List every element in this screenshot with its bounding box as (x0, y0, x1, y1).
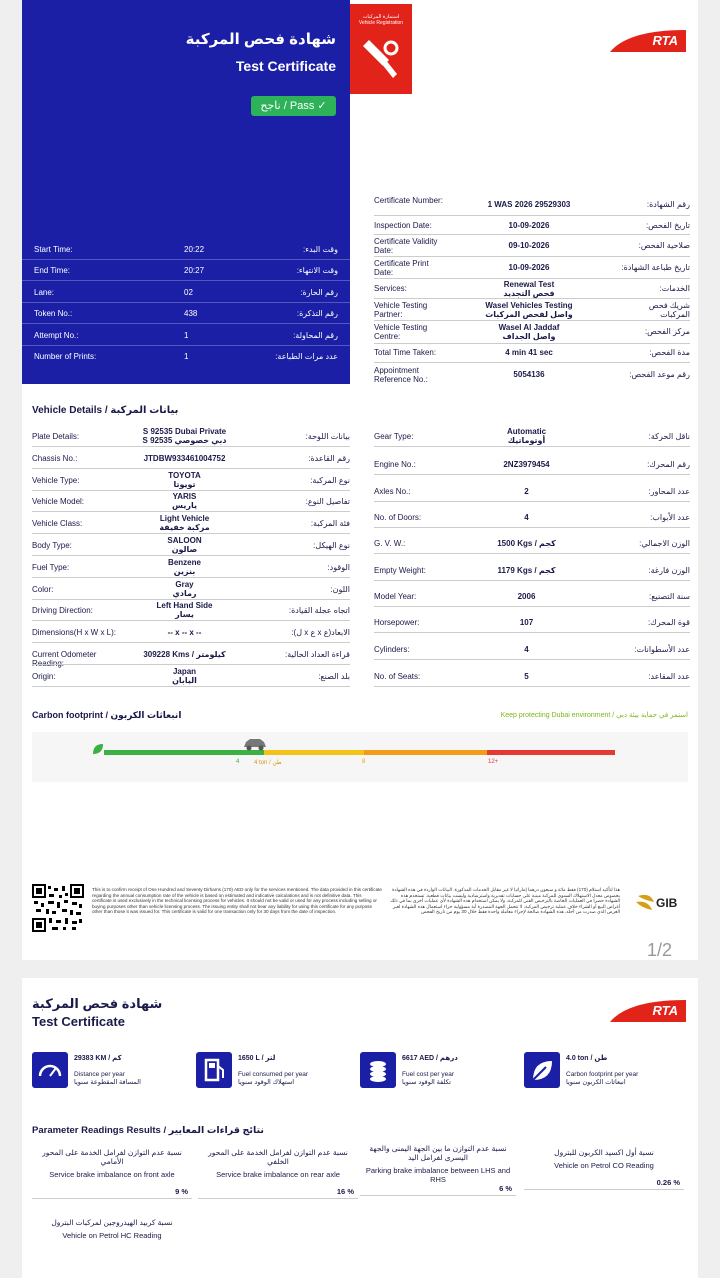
vehicle-right-row: Empty Weight: 1179 Kgs / كجم الوزن فارغة: (374, 564, 690, 584)
info-row-testing-partner: Vehicle Testing Partner: Wasel Vehicles Testing واصل لفحص المركبات شريك فحص المركبات (374, 301, 690, 319)
info-row-services: Services: Renewal Test فحص التجديد الخدمات: (374, 280, 690, 298)
parameter-readings-title: Parameter Readings Results / نتائج قراءات المعايير (32, 1125, 264, 1136)
carbon-tick-4: 4 (236, 759, 240, 765)
info-row-total-time: Total Time Taken: 4 min 41 sec مدة الفحص: (374, 348, 690, 368)
vehicle-right-row: Gear Type: Automatic أوتوماتيك ناقل الحركة: (374, 427, 690, 445)
carbon-slogan: Keep protecting Dubai environment / استمر في حماية بيئة دبي (500, 712, 688, 719)
rta-logo: RTA (608, 26, 688, 56)
vehicle-left-row: Driving Direction: Left Hand Side يسار اتجاه عجلة القيادة: (32, 601, 350, 619)
param-petrol-co-reading: نسبة أول اكسيد الكربون للبترول Vehicle on Petrol CO Reading 0.26 % (524, 1148, 684, 1190)
coins-icon (360, 1052, 396, 1088)
carbon-title: Carbon footprint / انبعاثات الكربون (32, 710, 182, 720)
vehicle-left-row: Vehicle Model: YARIS ياريس تفاصيل النوع: (32, 492, 350, 510)
key-icon (361, 34, 401, 82)
info-row-inspection-date: Inspection Date: 10-09-2026 تاريخ الفحص: (374, 220, 690, 242)
info-row-appointment-ref: Appointment Reference No.: 5054136 رقم موعد الفحص: (374, 366, 690, 384)
title-arabic: شهادة فحص المركبة (185, 31, 336, 48)
vehicle-left-row: Chassis No.: JTDBW933461004752 رقم القاعدة: (32, 452, 350, 472)
info-row-certificate-number: Certificate Number: 1 WAS 2026 29529303 رقم الشهادة: (374, 196, 690, 218)
speedometer-icon (32, 1052, 68, 1088)
stat-fuel-consumed: 1650 L / لتر Fuel consumed per year استهلاك الوقود سنويا (196, 1052, 356, 1088)
qr-code (32, 884, 84, 932)
vehicle-left-row: Origin: Japan اليابان بلد الصنع: (32, 667, 350, 685)
carbon-bar-green (104, 750, 264, 755)
vehicle-right-row: No. of Seats: 5 عدد المقاعد: (374, 670, 690, 690)
page2-title-english: Test Certificate (32, 1014, 125, 1029)
header-panel: شهادة فحص المركبة Test Certificate ناجح / Pass ✓ Start Time: 20:22 وقت البدء: End Time: 20:27 وقت الانتهاء: Lane: 02 رقم الحارة: Token No.: 438 رقم التذكرة: Attempt No.: 1 رقم المحاولة: Number of Prints: 1 عدد مرات الطباعة: (22, 0, 350, 384)
param-parking-brake-imbalance: نسبة عدم التوازن ما بين الجهة اليمنى والجهة اليسرى لفرامل اليد Parking brake imbalance between LHS and RHS 6 % (360, 1144, 516, 1196)
certificate-page-1 (22, 0, 698, 960)
vehicle-left-row: Body Type: SALOON صالون نوع الهيكل: (32, 536, 350, 554)
vehicle-left-row: Plate Details: S 92535 Dubai Private S 92535 دبي خصوصي بيانات اللوحة: (32, 427, 350, 445)
info-row-testing-centre: Vehicle Testing Centre: Wasel Al Jaddaf واصل الجداف مركز الفحص: (374, 323, 690, 345)
vehicle-right-row: G. V. W.: 1500 Kgs / كجم الوزن الاجمالي: (374, 537, 690, 557)
param-rear-axle-imbalance: نسبة عدم التوازن لفرامل الخدمة على المحور الخلفي Service brake imbalance on rear axle 16 % (198, 1148, 358, 1199)
vehicle-details-title: Vehicle Details / بيانات المركبة (32, 405, 179, 416)
info-row-validity-date: Certificate Validity Date: 09-10-2026 صلاحية الفحص: (374, 237, 690, 255)
vehicle-right-row: No. of Doors: 4 عدد الأبواب: (374, 511, 690, 531)
carbon-tick-current: 4 ton / طن (254, 760, 282, 766)
carbon-bar-orange (364, 750, 487, 755)
param-front-axle-imbalance: نسبة عدم التوازن لفرامل الخدمة على المحور الأمامي Service brake imbalance on front axle 9 % (32, 1148, 192, 1199)
carbon-scale-band (32, 732, 688, 782)
carbon-bar-red (487, 750, 615, 755)
carbon-tick-8: 8 (362, 759, 366, 765)
stat-fuel-cost: 6617 AED / درهم Fuel cost per year تكلفة الوقود سنويا (360, 1052, 520, 1088)
vehicle-right-row: Cylinders: 4 عدد الأسطوانات: (374, 643, 690, 663)
pass-badge: ناجح / Pass ✓ (251, 96, 336, 116)
vehicle-left-row: Vehicle Type: TOYOTA تويوتا نوع المركبة: (32, 471, 350, 489)
page-number: 1/2 (646, 940, 672, 960)
param-petrol-hc-reading: نسبة كربيد الهيدروجين لمركبات البترول Vehicle on Petrol HC Reading (51, 1218, 173, 1240)
gib-logo: GIB (634, 892, 686, 918)
vehicle-left-row: Fuel Type: Benzene بنزين الوقود: (32, 558, 350, 576)
title-english: Test Certificate (235, 58, 336, 74)
car-icon (242, 737, 268, 751)
vehicle-right-row: Horsepower: 107 قوة المحرك: (374, 616, 690, 636)
info-row-print-date: Certificate Print Date: 10-09-2026 تاريخ طباعة الشهادة: (374, 259, 690, 277)
page2-rta-logo: RTA (608, 996, 688, 1026)
vehicle-left-row: Current Odometer Reading: 309228 Kms / كيلومتر قراءة العداد الحالية: (32, 650, 350, 668)
disclaimer-english: This is to confirm receipt of One Hundred and Seventy Dirhams (170) AED only for the services mentioned. The data provided in this certificate regarding the annual consumption rate of the vehicle is based on estimated and indicative calculations and is not definitive data. This certificate is used exclusively in the technical licensing process for vehicles. It should not be valid or used for any process including selling or buying purposes other than vehicle licensing process. The issuing entity shall not bear any liability for using this certificate for any purpose other than those it was issued for. This certificate is valid for one transaction only for 30 days from the date of inspection. (92, 887, 382, 915)
stat-carbon-footprint: 4.0 ton / طن Carbon footprint per year انبعاثات الكربون سنويا (524, 1052, 684, 1088)
registration-badge: استمارة المركبات Vehicle Registration (350, 4, 412, 94)
fuel-pump-icon (196, 1052, 232, 1088)
carbon-bar-yellow (264, 750, 364, 755)
carbon-tick-12: 12+ (488, 759, 499, 765)
vehicle-right-row: Model Year: 2006 سنة التصنيع: (374, 590, 690, 610)
leaf-icon (524, 1052, 560, 1088)
page2-title-arabic: شهادة فحص المركبة (32, 996, 163, 1011)
vehicle-left-row: Dimensions(H x W x L): -- x -- x -- الابعاد(ع x ع x ل): (32, 626, 350, 646)
vehicle-left-row: Vehicle Class: Light Vehicle مركبة خفيفة فئة المركبة: (32, 514, 350, 532)
vehicle-left-row: Color: Gray رمادي اللون: (32, 580, 350, 598)
disclaimer-arabic: هذا لتأكيد استلام (170) فقط مائة و سبعون درهما إماراتيا لا غير مقابل الخدمات المذكورة. البيانات الواردة في هذه الشهادة بخصوص معدل الاستهلاك السنوي للمركبة مبنية على حسابات تقديرية واسترشادية وليست بيانات قطعية. تستخدم هذه الشهادة حصرا في العمليات الخاصة بالترخيص الفني للمركبة، ولا يمكن استخدام هذه الشهادة لأي عمليات أخرى بما في ذلك أغراض البيع أو الشراء خلاف عملية ترخيص المركبة، لا تتحمل الجهة المصدرة أية مسؤولية جراء استعمال هذه الشهادة لغير الغرض الذي صدرت من أجله. هذه الشهادة صالحة لإجراء معاملة واحدة فقط خلال 30 يوم من تاريخ الفحص (390, 887, 620, 915)
vehicle-right-row: Engine No.: 2NZ3979454 رقم المحرك: (374, 458, 690, 478)
stat-distance: 29383 KM / كم Distance per year المسافة المقطوعة سنويا (32, 1052, 192, 1088)
certificate-page-2 (22, 978, 698, 1278)
leaf-icon (92, 743, 104, 755)
vehicle-right-row: Axles No.: 2 عدد المحاور: (374, 485, 690, 505)
